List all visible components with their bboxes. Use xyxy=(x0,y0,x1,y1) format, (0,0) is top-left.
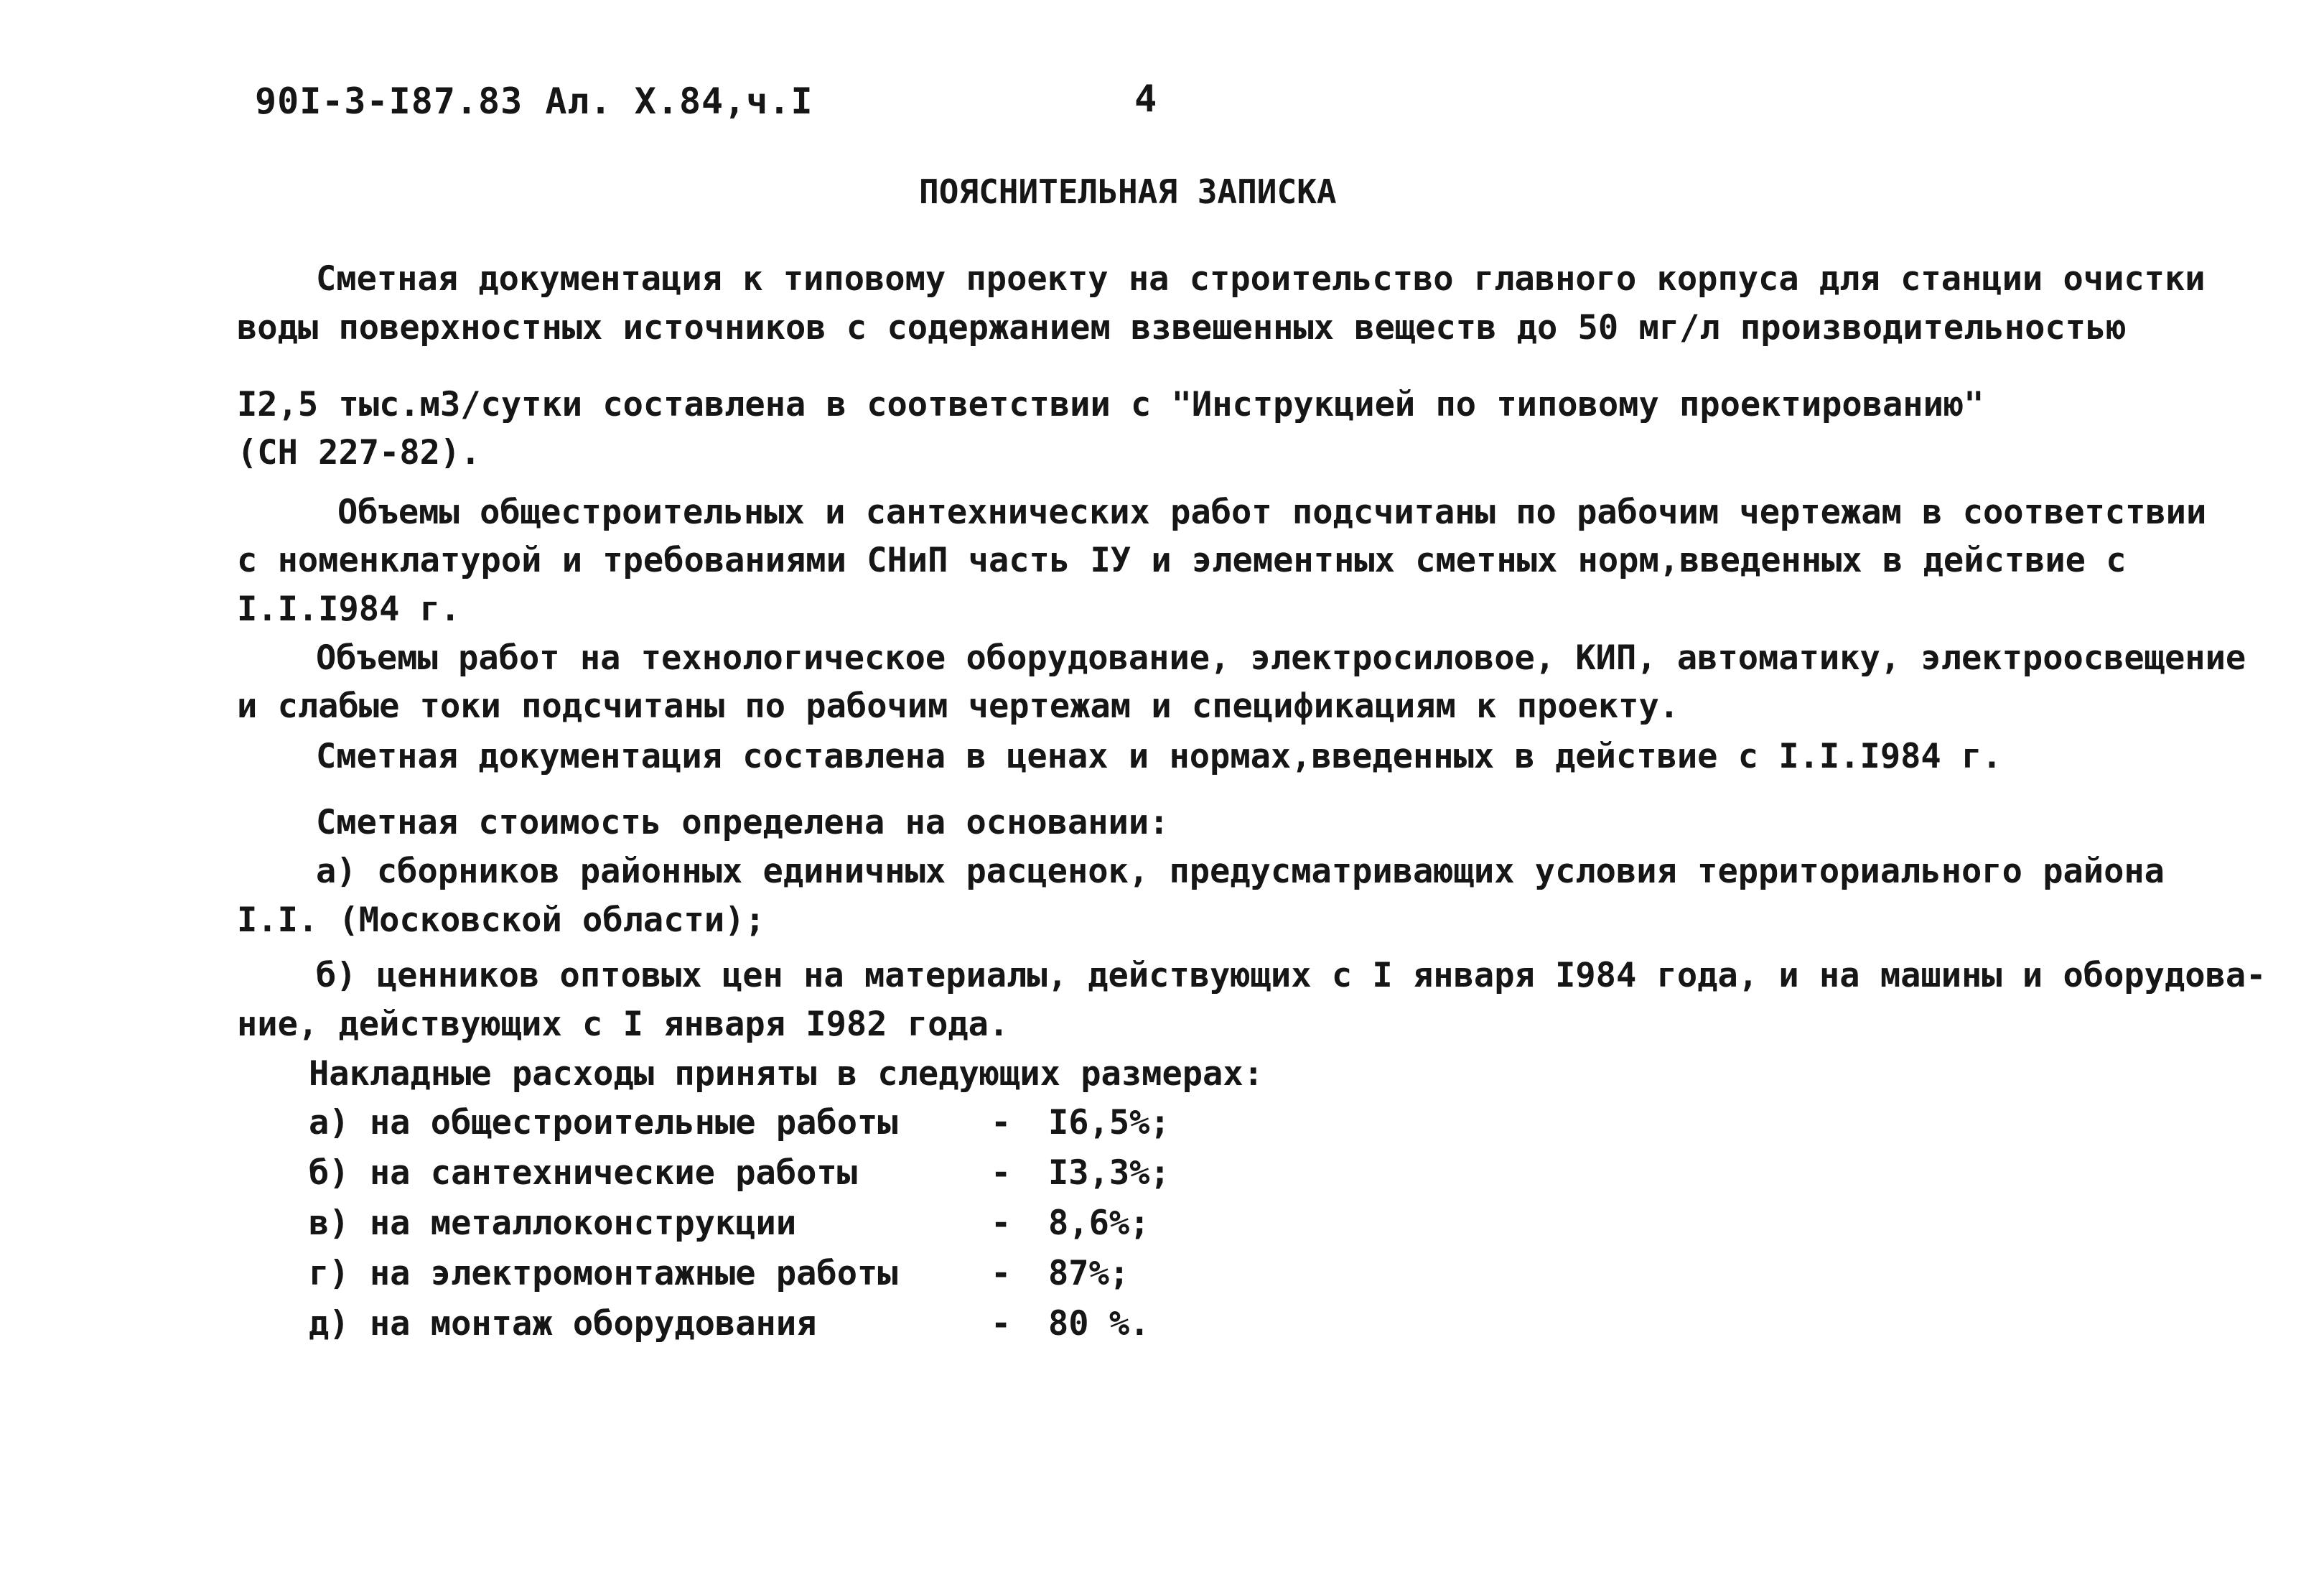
rate-dash: - xyxy=(991,1153,1012,1193)
text-line: I.I.I984 г. xyxy=(237,590,461,629)
rate-value: I3,3%; xyxy=(1048,1153,1170,1193)
text-line: Сметная стоимость определена на основании: xyxy=(316,803,1170,842)
rate-dash: - xyxy=(991,1103,1012,1142)
text-line: Объемы общестроительных и сантехнических работ подсчитаны по рабочим чертежам в соответствии xyxy=(337,493,2207,532)
text-line: Сметная документация составлена в ценах и нормах,введенных в действие с I.I.I984 г. xyxy=(316,737,2002,776)
text-line: а) сборников районных единичных расценок, предусматривающих условия территориального района xyxy=(316,852,2165,891)
rate-label: в) на металлоконструкции xyxy=(309,1203,797,1243)
rate-value: 87%; xyxy=(1048,1254,1130,1293)
rate-value: I6,5%; xyxy=(1048,1103,1170,1142)
page-number: 4 xyxy=(1134,78,1157,121)
text-line: Сметная документация к типовому проекту на строительство главного корпуса для станции очистки xyxy=(316,259,2206,299)
rate-label: д) на монтаж оборудования xyxy=(309,1304,817,1344)
text-line: воды поверхностных источников с содержанием взвешенных веществ до 50 мг/л производительностью xyxy=(237,308,2127,348)
text-line: I2,5 тыс.м3/сутки составлена в соответствии с "Инструкцией по типовому проектированию" xyxy=(237,385,1984,424)
rate-dash: - xyxy=(991,1203,1012,1243)
rate-dash: - xyxy=(991,1254,1012,1293)
rate-label: б) на сантехнические работы xyxy=(309,1153,858,1193)
text-line: Накладные расходы приняты в следующих размерах: xyxy=(309,1054,1264,1094)
rate-label: а) на общестроительные работы xyxy=(309,1103,898,1142)
rate-value: 80 %. xyxy=(1048,1304,1150,1344)
text-line: Объемы работ на технологическое оборудование, электросиловое, КИП, автоматику, электроосвещение xyxy=(316,638,2246,678)
text-line: и слабые токи подсчитаны по рабочим чертежам и спецификациям к проекту. xyxy=(237,686,1680,726)
rate-value: 8,6%; xyxy=(1048,1203,1150,1243)
text-line: с номенклатурой и требованиями СНиП часть IУ и элементных сметных норм,введенных в действие с xyxy=(237,541,2127,580)
document-code: 90I-3-I87.83 Ал. X.84,ч.I xyxy=(255,80,813,122)
text-line: ние, действующих с I января I982 года. xyxy=(237,1005,1009,1044)
document-title: ПОЯСНИТЕЛЬНАЯ ЗАПИСКА xyxy=(919,172,1337,211)
text-line: I.I. (Московской области); xyxy=(237,900,765,940)
text-line: б) ценников оптовых цен на материалы, действующих с I января I984 года, и на машины и оборудова- xyxy=(316,956,2267,995)
text-line: (СН 227-82). xyxy=(237,433,481,472)
rate-label: г) на электромонтажные работы xyxy=(309,1254,898,1293)
rate-dash: - xyxy=(991,1304,1012,1344)
